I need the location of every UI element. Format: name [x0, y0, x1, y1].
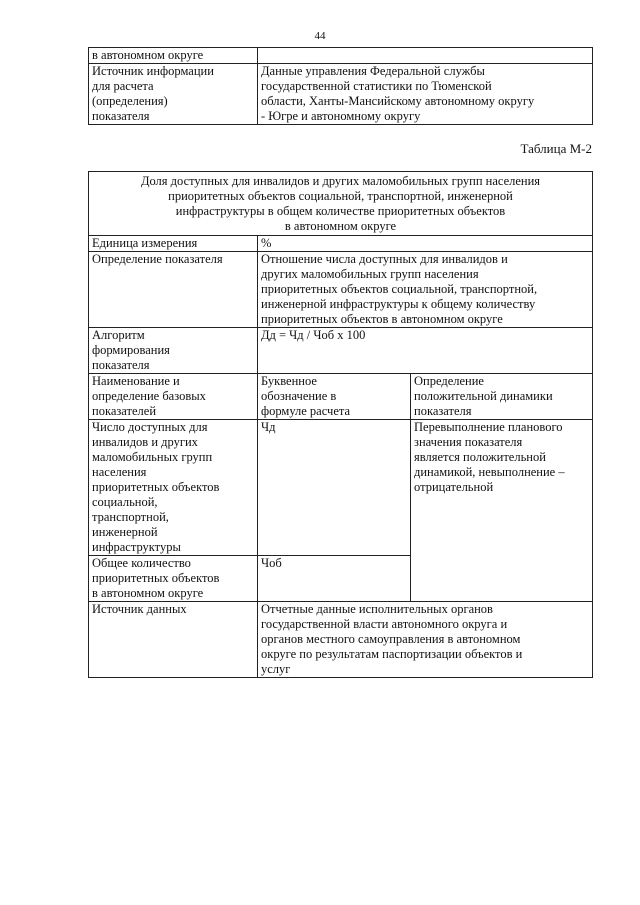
- base-indicator-name: Число доступных для инвалидов и других маломобильных групп населения приоритетных объектов социальной, транспортной, инженерной инфраструктуры: [89, 420, 258, 556]
- table-row: [89, 328, 593, 374]
- definition-value: Отношение числа доступных для инвалидов и других маломобильных групп населения приоритетных объектов социальной, транспортной, инженерной инфраструктуры к общему количеству приоритетных объектов в автономном округе: [258, 252, 593, 328]
- algorithm-formula: Дд = Чд / Чоб x 100: [258, 328, 593, 374]
- table-row: [89, 172, 593, 236]
- unit-value: %: [258, 236, 593, 252]
- unit-label: Единица измерения: [89, 236, 258, 252]
- indicator-table: [88, 171, 593, 678]
- table-row: [89, 64, 593, 125]
- source-label: Источник данных: [89, 602, 258, 678]
- symbol-header: Буквенное обозначение в формуле расчета: [258, 374, 411, 420]
- info-source-label: Источник информации для расчета (определения) показателя: [89, 64, 258, 125]
- source-value: Отчетные данные исполнительных органов государственной власти автономного округа и органов местного самоуправления в автономном округе по результатам паспортизации объектов и услуг: [258, 602, 593, 678]
- region-value-cell: [258, 48, 593, 64]
- base-indicator-dynamics: Перевыполнение планового значения показателя является положительной динамикой, невыполнение – отрицательной: [411, 420, 593, 602]
- table-row: [89, 374, 593, 420]
- base-indicator-symbol: Чоб: [258, 556, 411, 602]
- definition-label: Определение показателя: [89, 252, 258, 328]
- indicator-title: Доля доступных для инвалидов и других маломобильных групп населения приоритетных объектов социальной, транспортной, инженерной инфраструктуры в общем количестве приоритетных объектов в автономном округе: [89, 172, 593, 236]
- table-row: [89, 48, 593, 64]
- page-number: 44: [314, 30, 326, 42]
- info-source-value: Данные управления Федеральной службы государственной статистики по Тюменской области, Ханты-Мансийскому автономному округу - Югре и автономному округу: [258, 64, 593, 125]
- base-indicator-symbol: Чд: [258, 420, 411, 556]
- table-row: [89, 252, 593, 328]
- dynamics-header: Определение положительной динамики показателя: [411, 374, 593, 420]
- info-source-table: [88, 47, 593, 125]
- table-label: Таблица М-2: [520, 141, 592, 156]
- table-row: [89, 602, 593, 678]
- table-row: [89, 236, 593, 252]
- region-label-cell: в автономном округе: [89, 48, 258, 64]
- base-indicator-name: Общее количество приоритетных объектов в автономном округе: [89, 556, 258, 602]
- base-indicators-header: Наименование и определение базовых показателей: [89, 374, 258, 420]
- algorithm-label: Алгоритм формирования показателя: [89, 328, 258, 374]
- table-row: [89, 420, 593, 556]
